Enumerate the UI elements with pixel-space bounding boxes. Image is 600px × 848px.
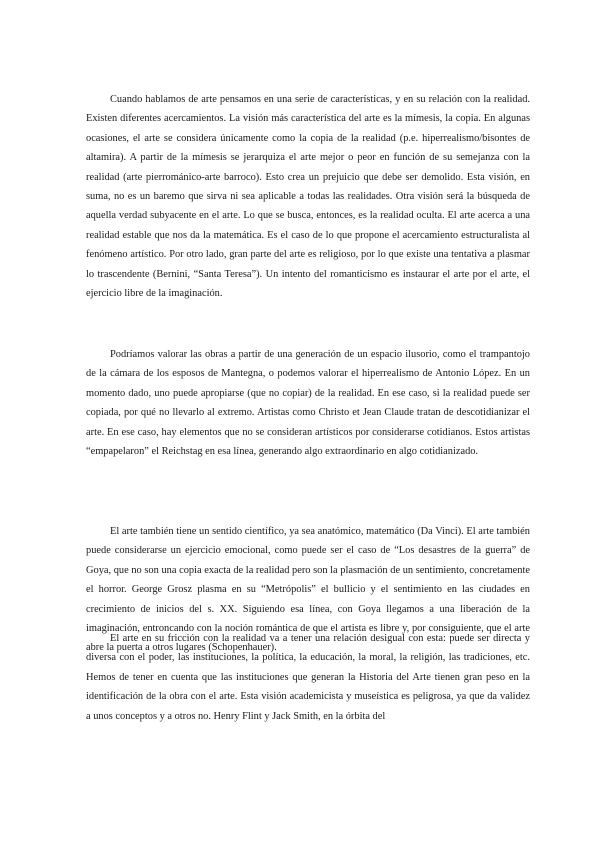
paragraph-sentido-cientifico: El arte también tiene un sentido científico, ya sea anatómico, matemático (Da Vinci). El arte también puede considerarse un ejercicio emocional, como puede ser el caso de “Los desastres de la guerra” de Goya, que no son una copia exacta de la realidad pero son la plasmación de un sentimiento, concretamente el horror. George Grosz plasma en su “Metrópolis” el bullicio y el sentimiento en las ciudades en crecimiento de inicios del s. XX. Siguiendo esa línea, con Goya llegamos a una liberación de la imaginación, entroncando con la noción romántica de que el artista es libre y, por consiguiente, que el arte abre la puerta a otros lugares (Schopenhauer).: [86, 526, 530, 654]
paragraph-espacio-ilusorio: Podríamos valorar las obras a partir de una generación de un espacio ilusorio, como el trampantojo de la cámara de los esposos de Mantegna, o podemos valorar el hiperrealismo de Antonio López. En un momento dado, uno puede apropiarse (que no copiar) de la realidad. En ese caso, si la realidad puede ser copiada, por qué no llevarlo al extremo. Artistas como Christo et Jean Claude tratan de descotidianizar el arte. En ese caso, hay elementos que no se consideran artísticos por considerarse cotidianos. Estos artistas “empapelaron” el Reichstag en esa línea, generando algo extraordinario en algo cotidianizado.: [86, 349, 530, 458]
paragraph-mimesis: Cuando hablamos de arte pensamos en una serie de características, y en su relación con la realidad. Existen diferentes acercamientos. La visión más característica del arte es la mímesis, la copia. En algunas ocasiones, el arte se considera únicamente como la copia de la realidad (p.e. hiperrealismo/bisontes de altamira). A partir de la mímesis se jerarquiza el arte mejor o peor en función de su semejanza con la realidad (arte pierromániсo-arte barroco). Esto crea un prejuicio que debe ser demolido. Esta visión, en suma, no es un baremo que sirva ni sea aplicable a todas las realidades. Otra visión será la búsqueda de aquella verdad subyacente en el arte. Lo que se busca, entonces, es la realidad oculta. El arte acerca a una realidad estable que nos da la matemática. Es el caso de lo que propone el acercamiento estructuralista al fenómeno artístico. Por otro lado, gran parte del arte es religioso, por lo que existe una tentativa a plasmar lo trascendente (Bernini, “Santa Teresa”). Un intento del romanticismo es instaurar el arte por el arte, el ejercicio libre de la imaginación.: [86, 94, 530, 300]
paragraph-friccion-realidad: El arte en su fricción con la realidad va a tener una relación desigual con esta: puede ser directa y diversa con el poder, las instituciones, la política, la educación, la moral, la religión, las tradiciones, etc. Hemos de tener en cuenta que las instituciones que generan la Historia del Arte tienen gran peso en la identificación de la obra con el arte. Esta visión academicista y museística es peligrosa, ya que da validez a unos conceptos y a otros no. Henry Flint y Jack Smith, en la órbita del: [86, 633, 530, 722]
